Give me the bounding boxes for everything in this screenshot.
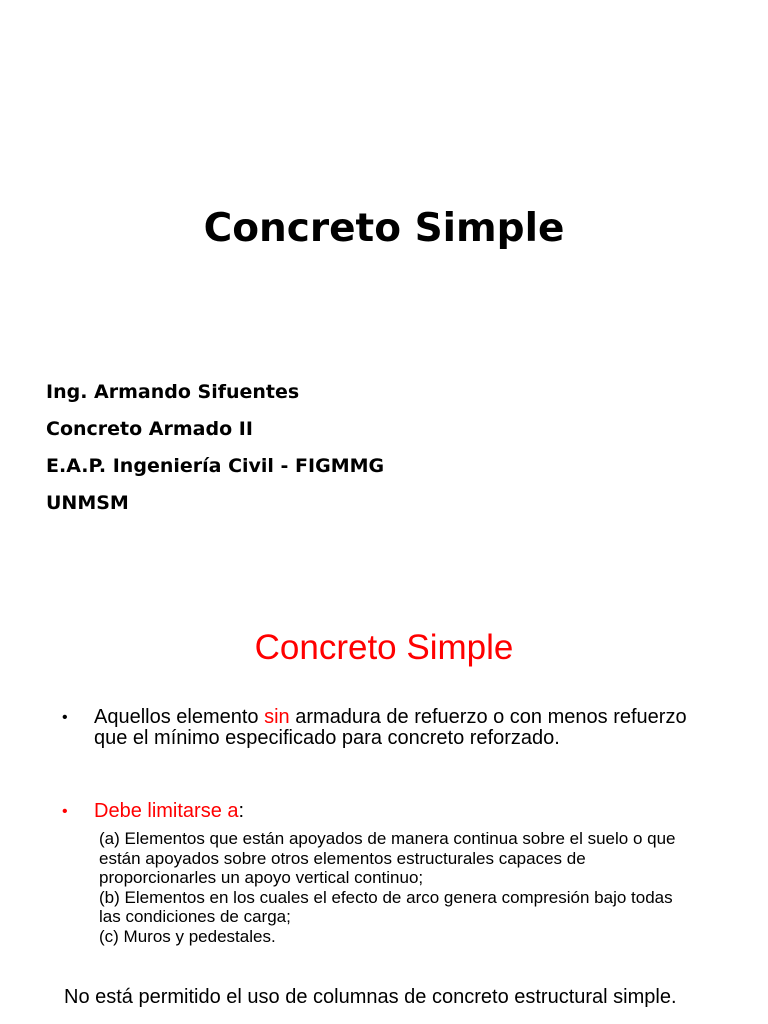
list-item: (c) Muros y pedestales.	[99, 926, 276, 946]
bullet-definition	[62, 707, 722, 749]
bullet-text-after: armadura de refuerzo o con menos refuerzo que el mínimo especificado para concreto reforzado.	[94, 706, 687, 749]
bullet-text	[94, 801, 722, 822]
list-item: (b) Elementos en los cuales el efecto de arco genera compresión bajo todas las condiciones de carga;	[99, 887, 673, 926]
author-block	[46, 374, 384, 522]
bullet-text-before: Aquellos elemento	[94, 706, 265, 728]
bullet-text	[94, 707, 722, 749]
school-name: E.A.P. Ingeniería Civil - FIGMMG	[46, 455, 385, 477]
limits-list	[99, 829, 699, 946]
university-name: UNMSM	[46, 492, 129, 514]
bullet-colon: :	[238, 800, 245, 822]
closing-statement: No está permitido el uso de columnas de concreto estructural simple.	[64, 986, 677, 1008]
bullet-marker: •	[62, 709, 68, 726]
course-name: Concreto Armado II	[46, 418, 253, 440]
author-name: Ing. Armando Sifuentes	[46, 381, 300, 403]
bullet-limits	[62, 801, 722, 822]
highlight-limit: Debe limitarse a	[94, 800, 239, 822]
bullet-marker: •	[62, 803, 68, 820]
slide-heading: Concreto Simple	[254, 628, 514, 667]
list-item: (a) Elementos que están apoyados de manera continua sobre el suelo o que están apoyados sobre otros elementos estructurales capaces de proporcionarles un apoyo vertical continuo;	[99, 829, 676, 887]
content-slide	[0, 576, 768, 1024]
highlight-sin: sin	[264, 706, 290, 728]
slide-title: Concreto Simple	[203, 206, 565, 251]
